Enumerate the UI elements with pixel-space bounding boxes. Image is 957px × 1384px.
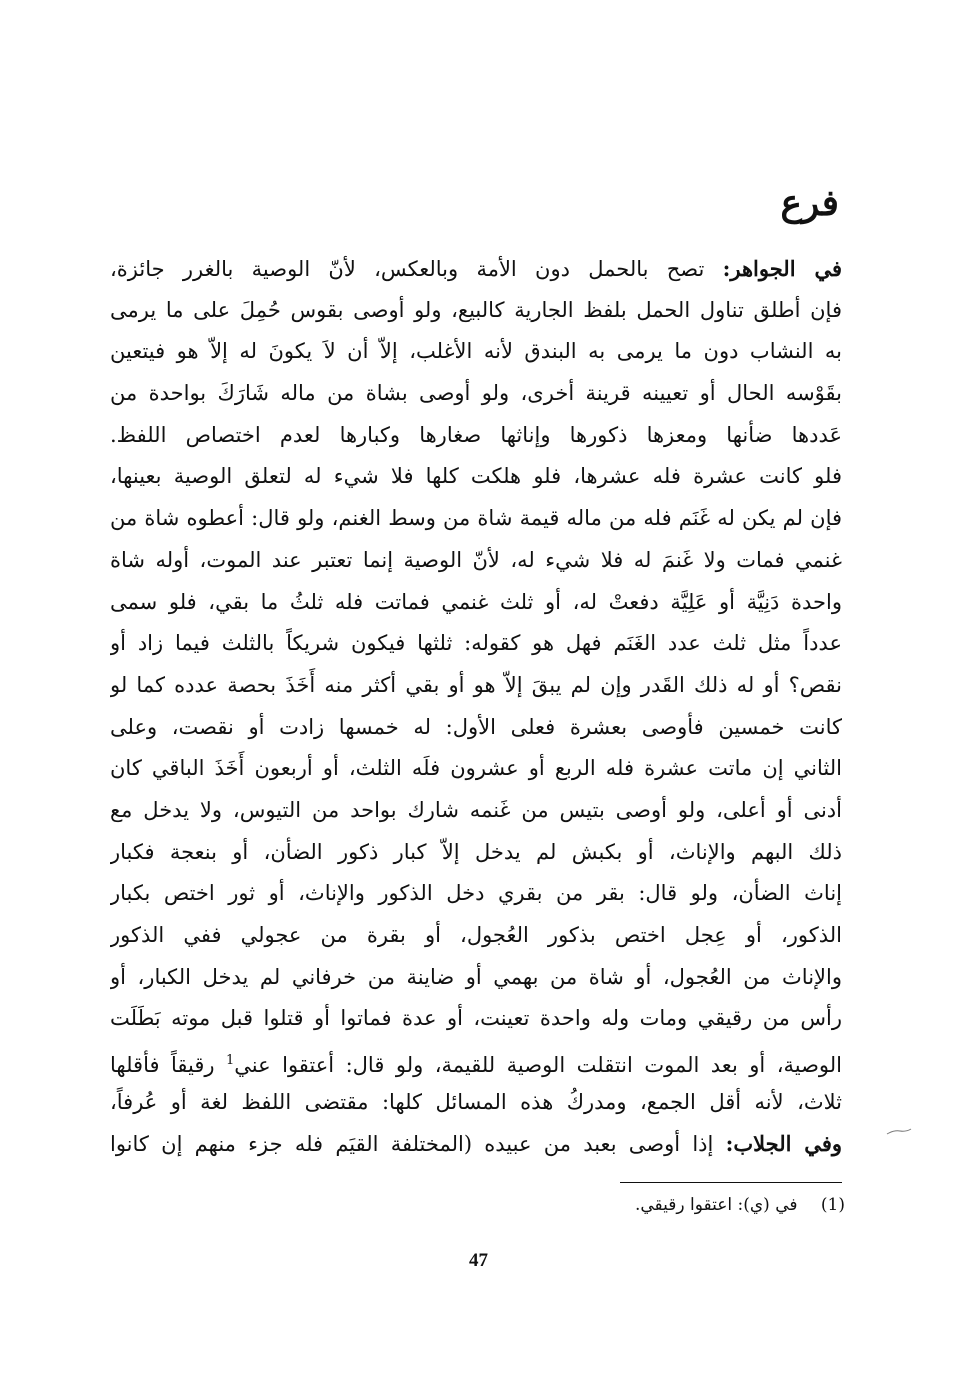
text-line <box>110 540 842 582</box>
line-text: نقص؟ أو له ذلك القَدر وإن لم يبقَ إلاّ هو أو بقي أكثر منه أَخَذَ بحصة عدده كما لو <box>110 672 842 697</box>
line-text: ثلاث، لأنه أقل الجمع، ومدركُ هذه المسائل كلها: مقتضى اللفظ لغة أو عُرفاً، <box>110 1089 842 1114</box>
line-text: إذا أوصى بعبد من عبيده (المختلفة القيَم فله جزء منهم إن كانوا <box>110 1132 726 1157</box>
line-text: تصح بالحمل دون الأمة وبالعكس، لأنّ الوصية بالغرر جائزة، <box>110 257 723 281</box>
text-line <box>110 331 842 373</box>
section-heading: فرع <box>780 182 839 224</box>
line-text: الوصية، أو بعد الموت انتقلت الوصية للقيمة، ولو قال: أعتقوا عني <box>234 1053 842 1078</box>
footnote <box>635 1192 845 1218</box>
body-text <box>110 248 842 1165</box>
text-line <box>110 665 842 707</box>
page-number: 47 <box>469 1250 488 1271</box>
line-text: عدداً مثل ثلث عدد الغَنَم فهل هو كقوله: ثلثها فيكون شريكاً بالثلث فيما زاد أو <box>110 631 842 656</box>
line-text: الثاني إن ماتت عشرة فله الربع أو عشرون فلَه الثلث، أو أربعون أَخَذَ الباقي كان <box>110 756 842 781</box>
line-text: واحدة دَنِيَّة أو عَلِيَّة دفعتْ له، أو ثلث غنمي فماتت فله ثلثُ ما بقي، فلو سمى <box>110 589 842 614</box>
line-text: غنمي فمات ولا غَنمَ له فلا شيء له، لأنّ الوصية إنما تعتبر عند الموت، أوله شاة <box>110 547 842 572</box>
line-text: كانت خمسين فأوصى بعشرة فعلى الأول: له خمسها زادت أو نقصت، وعلى <box>110 714 842 739</box>
footnote-number: (1) <box>820 1195 845 1215</box>
text-line <box>110 707 842 749</box>
text-line <box>110 1123 842 1165</box>
source-keyword: وفي الجلاب: <box>725 1131 842 1157</box>
line-text: فإن أطلق تناول الحمل بلفظ الجارية كالبيع، ولو أوصى بقوس حُمِلَ على ما يرمى <box>110 297 842 322</box>
line-text: الذكور، أو عِجل اختص بذكور العُجول، أو بقرة من عجولي ففي الذكور <box>110 923 842 947</box>
line-text: والإناث من العُجول، أو شاة من بهمي أو ضاينة من خرفاني لم يدخل الكبار، أو <box>110 964 842 989</box>
text-line <box>110 1040 842 1082</box>
text-line <box>110 623 842 665</box>
footnote-divider <box>620 1182 842 1183</box>
text-line <box>110 998 842 1040</box>
line-text: فلو كانت عشرة فله عشرها، فلو هلكت كلها فلا شيء له لتعلق الوصية بعينها، <box>110 464 842 489</box>
text-line <box>110 1082 842 1124</box>
text-line <box>110 415 842 457</box>
line-text: عَددها ضأنها ومعزها ذكورها وإناثها صغارها وكبارها لعدم اختصاص اللفظ. <box>110 422 842 447</box>
line-text: أدنى أو أعلى، ولو أوصى بتيس من غَنمه شارك بواحد من التيوس، ولا يدخل مع <box>110 797 842 822</box>
text-line <box>110 373 842 415</box>
text-line <box>110 498 842 540</box>
line-text: به النشاب دون ما يرمى به البندق لأنه الأغلب، إلاّ أن لاَ يكونَ له إلاّ هو فيتعين <box>110 339 842 364</box>
footnote-text: في (ي): اعتقوا رقيقي. <box>634 1195 798 1215</box>
text-line <box>110 456 842 498</box>
line-text: بقَوْسه الحال أو تعيينه قرينة أخرى، ولو أوصى بشاة من ماله شَارَكَ بواحدة من <box>110 381 842 406</box>
text-line <box>110 748 842 790</box>
margin-pen-mark <box>886 1128 912 1136</box>
source-keyword: في الجواهر: <box>722 256 842 281</box>
text-line <box>110 248 842 290</box>
text-line <box>110 873 842 915</box>
line-text-tail: رقيقاً فأقلها <box>110 1053 226 1078</box>
line-text: ذلك البهم والإناث، أو بكبش لم يدخل إلاّ كبار ذكور الضأن، أو بنعجة فكبار <box>110 839 842 864</box>
line-text: فإن لم يكن له غَنَم فله من ماله قيمة شاة من وسط الغنم، ولو قال: أعطوه شاة من <box>110 506 842 531</box>
line-text: رأس من رقيقي ومات وله واحدة تعينت، أو عدة فماتوا أو قتلوا قبل موته بَطَلَت <box>110 1006 842 1031</box>
footnote-reference: 1 <box>226 1053 235 1069</box>
line-text: إناث الضأن، ولو قال: بقر من بقري دخل الذكور والإناث، أو ثور اختص بكبار <box>110 881 842 906</box>
text-line <box>110 915 842 957</box>
text-line <box>110 832 842 874</box>
text-line <box>110 957 842 999</box>
text-line <box>110 582 842 624</box>
text-line <box>110 790 842 832</box>
text-line <box>110 290 842 332</box>
